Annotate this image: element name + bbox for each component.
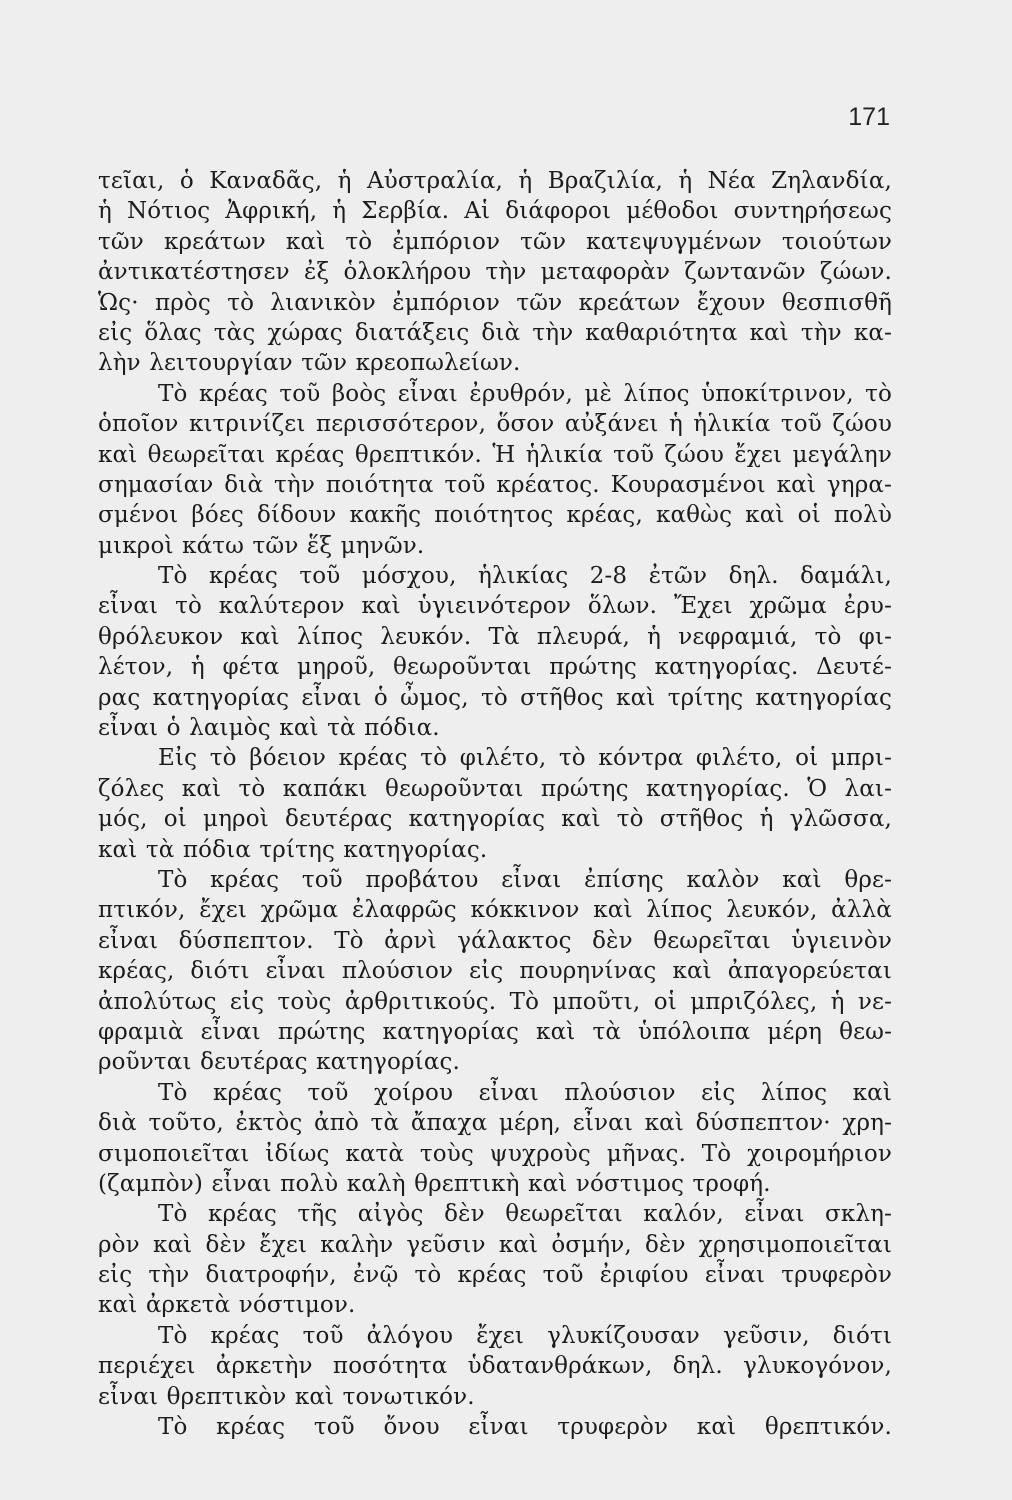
text-line: σημασίαν διὰ τὴν ποιότητα τοῦ κρέατος. Κουρασμένοι καὶ γηρα-: [98, 471, 892, 498]
text-line: ὁποῖον κιτρινίζει περισσότερον, ὅσον αὐξάνει ἡ ἡλικία τοῦ ζώου: [98, 411, 892, 438]
text-line: τῶν κρεάτων καὶ τὸ ἐμπόριον τῶν κατεψυγμένων τοιούτων: [98, 228, 892, 255]
text-line: κρέας, διότι εἶναι πλούσιον εἰς πουρηνίνας καὶ ἀπαγορεύεται: [98, 958, 892, 985]
text-line: ἀπολύτως εἰς τοὺς ἀρθριτικούς. Τὸ μποῦτι, οἱ μπριζόλες, ἡ νε-: [98, 988, 892, 1015]
text-line: εἶναι θρεπτικὸν καὶ τονωτικόν.: [98, 1383, 475, 1410]
text-line: Τὸ κρέας τοῦ χοίρου εἶναι πλούσιον εἰς λίπος καὶ: [158, 1079, 892, 1106]
text-line: Τὸ κρέας τοῦ ὄνου εἶναι τρυφερὸν καὶ θρεπτικόν.: [158, 1414, 892, 1441]
text-line: εἶναι δύσπεπτον. Τὸ ἀρνὶ γάλακτος δὲν θεωρεῖται ὑγιεινὸν: [98, 927, 892, 954]
text-line: διὰ τοῦτο, ἐκτὸς ἀπὸ τὰ ἄπαχα μέρη, εἶναι καὶ δύσπεπτον· χρη-: [98, 1110, 892, 1137]
text-line: εἶναι τὸ καλύτερον καὶ ὑγιεινότερον ὅλων. Ἔχει χρῶμα ἐρυ-: [98, 593, 892, 620]
text-line: τεῖαι, ὁ Καναδᾶς, ἡ Αὐστραλία, ἡ Βραζιλία, ἡ Νέα Ζηλανδία,: [98, 168, 892, 194]
page-number: 171: [848, 103, 890, 131]
text-line: ζόλες καὶ τὸ καπάκι θεωροῦνται πρώτης κατηγορίας. Ὁ λαι-: [98, 775, 892, 802]
text-line: καὶ τὰ πόδια τρίτης κατηγορίας.: [98, 836, 488, 863]
text-line: θρόλευκον καὶ λίπος λευκόν. Τὰ πλευρά, ἡ νεφραμιά, τὸ φι-: [98, 623, 892, 650]
text-line: πτικόν, ἔχει χρῶμα ἐλαφρῶς κόκκινον καὶ λίπος λευκόν, ἀλλὰ: [98, 897, 892, 924]
text-line: περιέχει ἀρκετὴν ποσότητα ὑδατανθράκων, δηλ. γλυκογόνον,: [98, 1353, 892, 1380]
text-line: Ὡς· πρὸς τὸ λιανικὸν ἐμπόριον τῶν κρεάτων ἔχουν θεσπισθῆ: [98, 289, 892, 316]
text-line: ρὸν καὶ δὲν ἔχει καλὴν γεῦσιν καὶ ὀσμήν, δὲν χρησιμοποιεῖται: [98, 1231, 892, 1258]
text-line: σιμοποιεῖται ἰδίως κατὰ τοὺς ψυχροὺς μῆνας. Τὸ χοιρομήριον: [98, 1140, 892, 1167]
text-line: (ζαμπὸν) εἶναι πολὺ καλὴ θρεπτικὴ καὶ νόστιμος τροφή.: [98, 1170, 771, 1197]
text-line: Τὸ κρέας τοῦ προβάτου εἶναι ἐπίσης καλὸν καὶ θρε-: [158, 866, 892, 893]
text-line: μικροὶ κάτω τῶν ἕξ μηνῶν.: [98, 532, 425, 559]
text-line: σμένοι βόες δίδουν κακῆς ποιότητος κρέας, καθὼς καὶ οἱ πολὺ: [98, 502, 892, 529]
text-line: μός, οἱ μηροὶ δευτέρας κατηγορίας καὶ τὸ στῆθος ἡ γλῶσσα,: [98, 806, 892, 833]
text-line: λὴν λειτουργίαν τῶν κρεοπωλείων.: [98, 350, 521, 377]
text-line: εἰς ὅλας τὰς χώρας διατάξεις διὰ τὴν καθαριότητα καὶ τὴν κα-: [98, 319, 892, 346]
text-line: Τὸ κρέας τῆς αἰγὸς δὲν θεωρεῖται καλόν, εἶναι σκλη-: [158, 1201, 892, 1228]
text-line: Εἰς τὸ βόειον κρέας τὸ φιλέτο, τὸ κόντρα φιλέτο, οἱ μπρι-: [158, 745, 892, 772]
text-line: καὶ θεωρεῖται κρέας θρεπτικόν. Ἡ ἡλικία τοῦ ζώου ἔχει μεγάλην: [98, 441, 892, 468]
text-line: Τὸ κρέας τοῦ βοὸς εἶναι ἐρυθρόν, μὲ λίπος ὑποκίτρινον, τὸ: [158, 380, 892, 407]
text-line: λέτον, ἡ φέτα μηροῦ, θεωροῦνται πρώτης κατηγορίας. Δευτέ-: [98, 654, 892, 681]
text-line: καὶ ἀρκετὰ νόστιμον.: [98, 1292, 356, 1319]
text-line: Τὸ κρέας τοῦ μόσχου, ἡλικίας 2-8 ἐτῶν δηλ. δαμάλι,: [158, 563, 892, 590]
text-line: εἰς τὴν διατροφήν, ἐνῷ τὸ κρέας τοῦ ἐριφίου εἶναι τρυφερὸν: [98, 1262, 892, 1289]
text-line: Τὸ κρέας τοῦ ἀλόγου ἔχει γλυκίζουσαν γεῦσιν, διότι: [158, 1322, 892, 1349]
text-line: ἡ Νότιος Ἀφρική, ἡ Σερβία. Αἱ διάφοροι μέθοδοι συντηρήσεως: [98, 198, 892, 225]
text-line: φραμιὰ εἶναι πρώτης κατηγορίας καὶ τὰ ὑπόλοιπα μέρη θεω-: [98, 1018, 892, 1045]
text-line: εἶναι ὁ λαιμὸς καὶ τὰ πόδια.: [98, 715, 440, 742]
text-line: ἀντικατέστησεν ἐξ ὁλοκλήρου τὴν μεταφορὰν ζωντανῶν ζώων.: [98, 259, 892, 286]
body-text: [98, 166, 892, 1442]
text-line: ρας κατηγορίας εἶναι ὁ ὦμος, τὸ στῆθος καὶ τρίτης κατηγορίας: [98, 684, 892, 711]
text-line: ροῦνται δευτέρας κατηγορίας.: [98, 1049, 461, 1076]
